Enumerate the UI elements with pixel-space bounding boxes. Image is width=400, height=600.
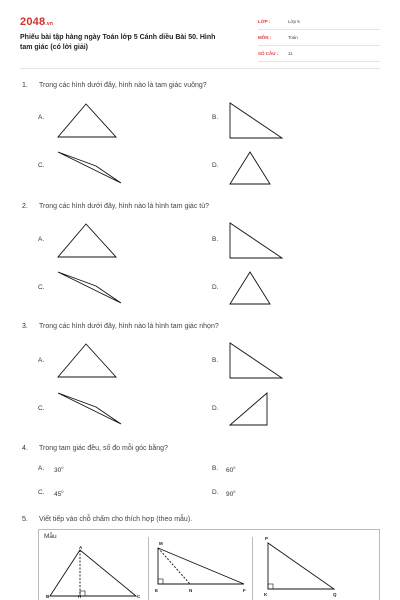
q4-option-c-label[interactable]: C. [38,489,45,496]
meta-class-row [258,16,380,30]
q3-option-d-label[interactable]: D. [212,405,219,412]
angle-value: 30 [54,467,62,475]
question-number: 2. [22,203,28,210]
sample-separator-1 [148,537,149,600]
q4-option-d-label[interactable]: D. [212,489,219,496]
question-number: 1. [22,82,28,89]
degree-mark: 0 [61,465,64,470]
q2-option-b-label[interactable]: B. [212,236,219,243]
q4-option-d-value[interactable] [226,489,235,498]
q1-option-a-label[interactable]: A. [38,114,45,121]
q3-option-b-triangle[interactable] [230,343,285,379]
point-m: M [159,541,163,546]
point-q: Q [333,592,337,597]
page-title: Phiếu bài tập hàng ngày Toán lớp 5 Cánh diều Bài 50. Hình tam giác (có lời giải) [20,34,216,51]
header-divider [20,68,380,69]
q4-option-c-value[interactable] [54,489,63,498]
degree-mark: 0 [233,489,236,494]
q1-option-b-label[interactable]: B. [212,114,219,121]
sample-separator-2 [252,537,253,600]
point-n: N [189,588,193,593]
sample-label: Mẫu [44,533,57,540]
q2-option-a-triangle[interactable] [58,224,118,258]
question-number: 5. [22,516,28,523]
point-f: F [243,588,246,593]
q1-option-c-label[interactable]: C. [38,162,45,169]
q2-option-c-triangle[interactable] [58,272,124,306]
point-k: K [264,592,268,597]
meta-class-value: Lớp 5 [288,19,300,24]
figure-mef [158,548,246,588]
question-number: 4. [22,445,28,452]
meta-class-key: LỚP : [258,19,271,24]
q1-option-b-triangle[interactable] [230,103,285,139]
question-number: 3. [22,323,28,330]
question-text: Trong tam giác đều, số đo mỗi góc bằng? [39,445,168,452]
q3-option-a-label[interactable]: A. [38,357,45,364]
q3-option-a-triangle[interactable] [58,344,118,378]
q3-option-c-label[interactable]: C. [38,405,45,412]
q2-option-b-triangle[interactable] [230,223,285,259]
degree-mark: 0 [233,465,236,470]
point-e: E [155,588,159,593]
q4-option-a-label[interactable]: A. [38,465,45,472]
logo-main: 2048 [20,16,46,28]
q3-option-d-triangle[interactable] [230,393,270,427]
point-b: B [46,594,50,599]
degree-mark: 0 [61,489,64,494]
q4-option-a-value[interactable] [54,465,63,474]
q1-option-c-triangle[interactable] [58,152,124,186]
figure-abc [50,550,140,600]
angle-value: 60 [226,467,234,475]
q1-option-a-triangle[interactable] [58,104,118,138]
meta-info [258,16,380,64]
logo[interactable] [20,16,53,28]
question-text: Trong các hình dưới đây, hình nào là hình tam giác nhọn? [39,323,219,330]
q2-option-d-triangle[interactable] [230,272,272,306]
point-h: H [78,594,82,599]
meta-count-key: SỐ CÂU : [258,51,279,56]
meta-subject-key: MÔN : [258,35,272,40]
question-text: Viết tiếp vào chỗ chấm cho thích hợp (theo mẫu). [39,516,193,523]
q2-option-d-label[interactable]: D. [212,284,219,291]
question-text: Trong các hình dưới đây, hình nào là tam giác vuông? [39,82,207,89]
question-text: Trong các hình dưới đây, hình nào là hình tam giác tù? [39,203,209,210]
meta-subject-value: Toán [288,35,298,40]
point-c: C [137,594,141,599]
meta-subject-row [258,32,380,46]
figure-pkq [268,543,338,593]
angle-value: 45 [54,491,62,499]
point-a: A [79,545,83,550]
q2-option-a-label[interactable]: A. [38,236,45,243]
q4-option-b-value[interactable] [226,465,235,474]
meta-count-value: 11 [288,51,293,56]
q2-option-c-label[interactable]: C. [38,284,45,291]
logo-sub: .vn [45,21,54,27]
point-p: P [265,536,269,541]
header [20,14,380,64]
q3-option-b-label[interactable]: B. [212,357,219,364]
q3-option-c-triangle[interactable] [58,393,124,427]
angle-value: 90 [226,491,234,499]
meta-count-row [258,48,380,62]
q1-option-d-triangle[interactable] [230,152,272,186]
q4-option-b-label[interactable]: B. [212,465,219,472]
q1-option-d-label[interactable]: D. [212,162,219,169]
